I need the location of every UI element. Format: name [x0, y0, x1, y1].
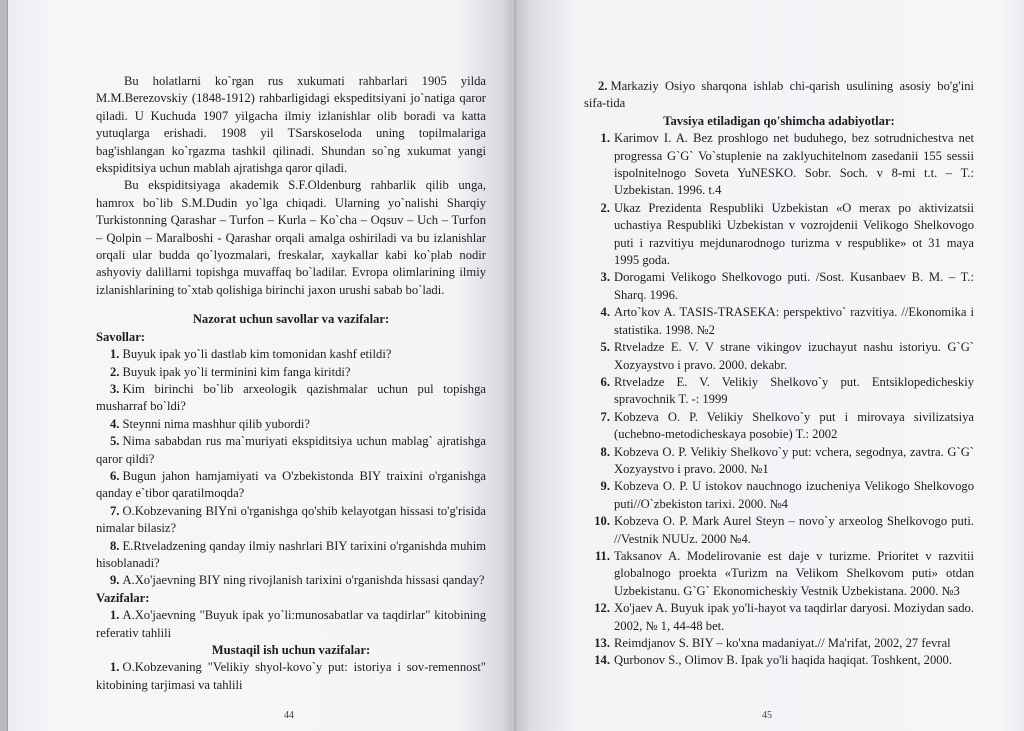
reference-item: 10. Kobzeva O. P. Mark Aurel Steyn – novo`y arxeolog Shelkovogo puti. //Vestnik NUUz. 2000 №4. — [594, 514, 974, 546]
reference-item: 5. Rtveladze E. V. V strane vikingov izuchayut nashu istoriyu. G`G` Xozyaystvo i pravo. 2000. dekabr. — [600, 340, 974, 372]
independent-task-item: 2. Markaziy Osiyo sharqona ishlab chi-qarish usulining asosiy bo'g'ini sifa-tida — [584, 79, 974, 111]
control-questions-heading: Nazorat uchun savollar va vazifalar: — [192, 312, 390, 327]
reference-item: 4. Arto`kov A. TASIS-TRASEKA: perspektivo` razvitiya. //Ekonomika i statistika. 1998. №2 — [600, 305, 974, 337]
reference-item: 7. Kobzeva O. P. Velikiy Shelkovo`y put i mirovaya sivilizatsiya (uchebno-metodicheskaya posobie) T.: 2002 — [600, 409, 974, 442]
reference-item: 13. Reimdjanov S. BIY – ko'xna madaniyat.// Ma'rifat, 2002, 27 fevral — [594, 636, 951, 650]
reference-item: 8. Kobzeva O. P. Velikiy Shelkovo`y put: vchera, segodnya, zavtra. G`G` Xozyaystvo i pravo. 2000. №1 — [600, 444, 974, 476]
questions-label: Savollar: — [96, 329, 145, 344]
question-item: 8. E.Rtveladzening qanday ilmiy nashrlari BIY tarixini o'rganishda muhim hisoblanadi? — [96, 538, 486, 570]
reference-item: 11. Taksanov A. Modelirovanie est daje v turizme. Prioritet v razvitii globalnogo proekta «Turizm na Velikom Shelkovom puti» otdan Uzbekistanu. G`G` Ekonomicheskiy Vestnik Uzbekistana. 2000. №3 — [594, 548, 974, 598]
paragraph: Bu holatlarni ko`rgan rus xukumati rahbarlari 1905 yilda M.M.Berezovskiy (1848-1912) rahbarligidagi ekspeditsiyani jo`natiga qaror qiladi. U Kuchuda 1907 yilgacha ilmiy izlanishlar olib boradi va katta yutuqlarga erishadi. 1908 yil TSarskoseloda uning topilmalariga bag'ishlangan ko`rgazma tashkil qilinadi. Shundan so`ng xukumat yangi ekspiditsiya uchun mablah ajratishga qaror qiladi. — [96, 74, 486, 176]
left-page-text — [96, 73, 486, 694]
reference-item: 9. Kobzeva O. P. U istokov nauchnogo izucheniya Velikogo Shelkovogo puti//O`zbekiston tarixi. 2000. №4 — [600, 479, 974, 511]
question-item: 4. Steynni nima mashhur qilib yubordi? — [110, 416, 310, 431]
reference-item: 6. Rtveladze E. V. Velikiy Shelkovo`y put. Entsiklopedicheskiy spravochnik T. -: 1999 — [600, 374, 974, 407]
question-item: 1. Buyuk ipak yo`li dastlab kim tomonidan kashf etildi? — [110, 347, 392, 362]
independent-task-item: 1. O.Kobzevaning "Velikiy shyol-kovo`y put: istoriya i sov-remennost" kitobining tarjimasi va tahlili — [96, 660, 486, 692]
question-item: 2. Buyuk ipak yo`li terminini kim fanga kiritdi? — [110, 364, 351, 379]
independent-tasks-list — [96, 659, 486, 694]
reference-item: 14. Qurbonov S., Olimov B. Ipak yo'li haqida haqiqat. Toshkent, 2000. — [594, 653, 953, 668]
left-page — [8, 0, 516, 731]
question-item: 3. Kim birinchi bo`lib arxeologik qazishmalar uchun pul topishga musharraf bo`ldi? — [96, 381, 486, 414]
question-item: 7. O.Kobzevaning BIYni o'rganishga qo'shib kelayotgan hissasi to'g'risida nimalar bilasiz? — [96, 503, 486, 536]
task-item: 1. A.Xo'jaevning "Buyuk ipak yo`li:munosabatlar va taqdirlar" kitobining referativ tahlili — [96, 608, 486, 640]
page-number-left: 44 — [284, 710, 294, 721]
reference-item: 2. Ukaz Prezidenta Respubliki Uzbekistan «O merax po aktivizatsii uchastiya Respubliki Uzbekistan v vozrojdenii Velikogo Shelkovogo puti i razvitiyu mejdunarodnogo turizma v respublike» ot 31 maya 1995 goda. — [600, 200, 974, 268]
question-item: 5. Nima sababdan rus ma`muriyati ekspiditsiya uchun mablag` ajratishga qaror qildi? — [96, 434, 486, 466]
reference-item: 1. Karimov I. A. Bez proshlogo net buduhego, bez sotrudnichestva net progressa G`G` Vo`stuplenie na zaklyuchitelnom zasedanii 155 sessii ispolnitelnogo Soveta YuNESKO. Sobr. Soch. v 8-mi t.t. – T.: Uzbekistan. 1996. t.4 — [600, 131, 974, 198]
continued-tasks-list — [584, 78, 974, 113]
paragraph: Bu ekspiditsiyaga akademik S.F.Oldenburg rahbarlik qilib unga, hamrox bo`lib S.M.Dudin yo`lga chiqadi. Ularning yo`nalishi Sharqiy Turkistonning Qarashar – Turfon – Kurla – Ko`cha – Oqsuv – Uch – Turfon – Qolpin – Maralboshi - Qarashar orqali amalga oshiriladi va bu izlanishlar orqali ular budda qo`lyozmalari, freskalar, xaykallar kabi ko`plab nodir ashyoviy dalillarni topishga muvaffaq bo`ladilar. Evropa olimlarining ilmiy izlanishlarining to`xtab qolishiga birinchi jaxon urushi sabab bo`ladi. — [96, 178, 486, 297]
references-heading: Tavsiya etiladigan qo'shimcha adabiyotlar: — [663, 113, 895, 128]
right-page — [516, 0, 1024, 731]
right-page-text — [584, 78, 974, 670]
independent-work-heading: Mustaqil ish uchun vazifalar: — [211, 643, 371, 657]
page-number-right: 45 — [762, 710, 772, 721]
references-list — [584, 130, 974, 670]
tasks-list — [96, 607, 486, 642]
question-item: 9. A.Xo'jaevning BIY ning rivojlanish tarixini o'rganishda hissasi qanday? — [110, 573, 485, 588]
questions-list — [96, 346, 486, 590]
reference-item: 12. Xo'jaev A. Buyuk ipak yo'li-hayot va taqdirlar daryosi. Moziydan sado. 2002, № 1, 44-48 bet. — [594, 601, 974, 633]
question-item: 6. Bugun jahon hamjamiyati va O'zbekistonda BIY traixini o'rganishga qanday e`tibor qaratilmoqda? — [96, 468, 486, 501]
tasks-label: Vazifalar: — [96, 590, 150, 605]
reference-item: 3. Dorogami Velikogo Shelkovogo puti. /Sost. Kusanbaev B. M. – T.: Sharq. 1996. — [600, 270, 974, 302]
